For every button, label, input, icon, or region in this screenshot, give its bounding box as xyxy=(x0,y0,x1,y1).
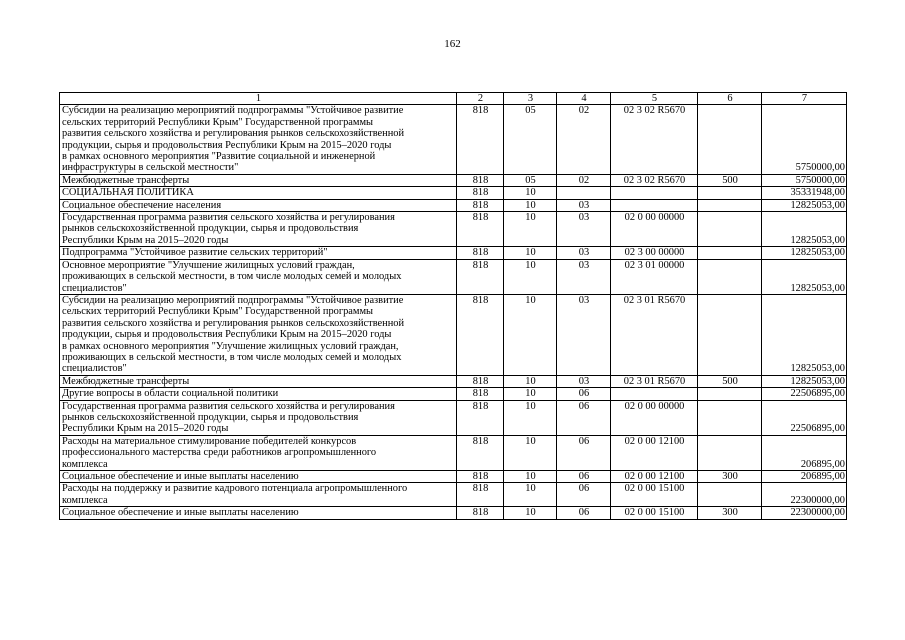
cell-amount: 22300000,00 xyxy=(762,507,847,519)
cell-code-5: 02 0 00 15100 xyxy=(611,483,698,507)
table-row xyxy=(60,400,847,435)
table-row xyxy=(60,507,847,519)
cell-amount: 5750000,00 xyxy=(762,105,847,174)
cell-code-4: 03 xyxy=(557,375,611,387)
cell-code-2: 818 xyxy=(457,187,504,199)
cell-code-3: 05 xyxy=(504,174,557,186)
page-number: 162 xyxy=(444,38,461,50)
cell-amount: 12825053,00 xyxy=(762,375,847,387)
cell-code-6 xyxy=(698,259,762,294)
cell-code-2: 818 xyxy=(457,435,504,470)
table-row xyxy=(60,174,847,186)
cell-code-2: 818 xyxy=(457,375,504,387)
cell-code-3: 10 xyxy=(504,507,557,519)
cell-code-3: 10 xyxy=(504,212,557,247)
cell-code-2: 818 xyxy=(457,388,504,400)
cell-code-5: 02 3 02 R5670 xyxy=(611,174,698,186)
cell-amount: 206895,00 xyxy=(762,471,847,483)
cell-code-4: 03 xyxy=(557,212,611,247)
row-description: Расходы на поддержку и развитие кадрового потенциала агропромышленного комплекса xyxy=(60,483,457,507)
cell-amount: 22506895,00 xyxy=(762,400,847,435)
cell-code-3: 10 xyxy=(504,247,557,259)
row-description: Расходы на материальное стимулирование победителей конкурсов профессионального мастерства среди работников агропромышленного комплекса xyxy=(60,435,457,470)
table-row xyxy=(60,212,847,247)
table-row xyxy=(60,259,847,294)
cell-code-3: 10 xyxy=(504,471,557,483)
cell-code-5: 02 3 01 R5670 xyxy=(611,294,698,375)
cell-code-4: 03 xyxy=(557,294,611,375)
cell-code-5: 02 0 00 12100 xyxy=(611,471,698,483)
cell-code-5: 02 0 00 00000 xyxy=(611,212,698,247)
cell-code-5: 02 3 00 00000 xyxy=(611,247,698,259)
cell-code-5 xyxy=(611,199,698,211)
cell-code-6 xyxy=(698,435,762,470)
table-row xyxy=(60,471,847,483)
row-description: Основное мероприятие "Улучшение жилищных условий граждан, проживающих в сельской местности, в том числе молодых семей и молодых специалистов" xyxy=(60,259,457,294)
cell-code-2: 818 xyxy=(457,212,504,247)
cell-code-6 xyxy=(698,483,762,507)
cell-amount: 22300000,00 xyxy=(762,483,847,507)
row-description: Межбюджетные трансферты xyxy=(60,375,457,387)
cell-code-3: 10 xyxy=(504,199,557,211)
cell-amount: 12825053,00 xyxy=(762,247,847,259)
table-row xyxy=(60,247,847,259)
cell-amount: 12825053,00 xyxy=(762,212,847,247)
cell-code-3: 10 xyxy=(504,187,557,199)
cell-code-3: 10 xyxy=(504,483,557,507)
cell-code-4: 03 xyxy=(557,259,611,294)
row-description: Субсидии на реализацию мероприятий подпрограммы "Устойчивое развитие сельских территорий Республики Крым" Государственной программы развития сельского хозяйства и регулирования рынков сельскохозяйственной продукции, сырья и продовольствия Республики Крым на 2015–2020 годы в рамках основного мероприятия "Улучшение жилищных условий граждан, проживающих в сельской местности, в том числе молодых семей и молодых специалистов" xyxy=(60,294,457,375)
cell-code-3: 10 xyxy=(504,375,557,387)
cell-amount: 12825053,00 xyxy=(762,199,847,211)
row-description: Другие вопросы в области социальной политики xyxy=(60,388,457,400)
column-header: 4 xyxy=(557,93,611,105)
table-row xyxy=(60,294,847,375)
cell-code-5: 02 3 02 R5670 xyxy=(611,105,698,174)
table-row xyxy=(60,105,847,174)
column-header: 3 xyxy=(504,93,557,105)
cell-code-6 xyxy=(698,400,762,435)
row-description: Социальное обеспечение и иные выплаты населению xyxy=(60,507,457,519)
cell-code-3: 10 xyxy=(504,435,557,470)
row-description: Подпрограмма "Устойчивое развитие сельских территорий" xyxy=(60,247,457,259)
cell-code-3: 10 xyxy=(504,400,557,435)
cell-code-2: 818 xyxy=(457,247,504,259)
cell-code-4: 06 xyxy=(557,435,611,470)
table-body xyxy=(60,93,847,520)
column-header: 2 xyxy=(457,93,504,105)
table-row xyxy=(60,435,847,470)
cell-code-3: 10 xyxy=(504,259,557,294)
cell-code-6 xyxy=(698,105,762,174)
cell-code-6 xyxy=(698,187,762,199)
row-description: Государственная программа развития сельского хозяйства и регулирования рынков сельскохозяйственной продукции, сырья и продовольствия Республики Крым на 2015–2020 годы xyxy=(60,212,457,247)
table-row xyxy=(60,199,847,211)
cell-code-4: 06 xyxy=(557,483,611,507)
column-header: 7 xyxy=(762,93,847,105)
cell-code-2: 818 xyxy=(457,400,504,435)
cell-code-6 xyxy=(698,388,762,400)
cell-code-4: 06 xyxy=(557,507,611,519)
cell-code-6 xyxy=(698,212,762,247)
cell-code-4: 06 xyxy=(557,471,611,483)
cell-code-6: 500 xyxy=(698,375,762,387)
column-header: 5 xyxy=(611,93,698,105)
cell-code-3: 10 xyxy=(504,388,557,400)
cell-code-2: 818 xyxy=(457,294,504,375)
cell-code-4: 03 xyxy=(557,199,611,211)
cell-code-6 xyxy=(698,294,762,375)
table-row xyxy=(60,388,847,400)
header-row xyxy=(60,93,847,105)
cell-amount: 5750000,00 xyxy=(762,174,847,186)
cell-code-5 xyxy=(611,388,698,400)
cell-code-6: 300 xyxy=(698,507,762,519)
row-description: Социальное обеспечение и иные выплаты населению xyxy=(60,471,457,483)
cell-code-5: 02 3 01 R5670 xyxy=(611,375,698,387)
cell-code-3: 10 xyxy=(504,294,557,375)
cell-code-5: 02 0 00 15100 xyxy=(611,507,698,519)
row-description: СОЦИАЛЬНАЯ ПОЛИТИКА xyxy=(60,187,457,199)
cell-code-5: 02 0 00 00000 xyxy=(611,400,698,435)
cell-code-4 xyxy=(557,187,611,199)
column-header: 1 xyxy=(60,93,457,105)
cell-code-6 xyxy=(698,247,762,259)
cell-code-5: 02 0 00 12100 xyxy=(611,435,698,470)
cell-code-6 xyxy=(698,199,762,211)
cell-code-4: 06 xyxy=(557,388,611,400)
cell-code-4: 02 xyxy=(557,105,611,174)
cell-code-4: 02 xyxy=(557,174,611,186)
column-header: 6 xyxy=(698,93,762,105)
cell-code-6: 500 xyxy=(698,174,762,186)
cell-code-2: 818 xyxy=(457,199,504,211)
cell-code-2: 818 xyxy=(457,105,504,174)
table-row xyxy=(60,375,847,387)
table-row xyxy=(60,187,847,199)
cell-code-6: 300 xyxy=(698,471,762,483)
row-description: Субсидии на реализацию мероприятий подпрограммы "Устойчивое развитие сельских территорий Республики Крым" Государственной программы развития сельского хозяйства и регулирования рынков сельскохозяйственной продукции, сырья и продовольствия Республики Крым на 2015–2020 годы в рамках основного мероприятия "Развитие социальной и инженерной инфраструктуры в сельской местности" xyxy=(60,105,457,174)
cell-code-2: 818 xyxy=(457,483,504,507)
cell-code-4: 06 xyxy=(557,400,611,435)
cell-code-5 xyxy=(611,187,698,199)
table-row xyxy=(60,483,847,507)
cell-amount: 12825053,00 xyxy=(762,259,847,294)
cell-code-2: 818 xyxy=(457,471,504,483)
cell-amount: 12825053,00 xyxy=(762,294,847,375)
cell-code-2: 818 xyxy=(457,507,504,519)
cell-code-2: 818 xyxy=(457,259,504,294)
row-description: Государственная программа развития сельского хозяйства и регулирования рынков сельскохозяйственной продукции, сырья и продовольствия Республики Крым на 2015–2020 годы xyxy=(60,400,457,435)
row-description: Социальное обеспечение населения xyxy=(60,199,457,211)
cell-amount: 35331948,00 xyxy=(762,187,847,199)
cell-code-4: 03 xyxy=(557,247,611,259)
budget-table xyxy=(59,92,847,520)
row-description: Межбюджетные трансферты xyxy=(60,174,457,186)
cell-amount: 206895,00 xyxy=(762,435,847,470)
cell-code-5: 02 3 01 00000 xyxy=(611,259,698,294)
cell-code-2: 818 xyxy=(457,174,504,186)
cell-code-3: 05 xyxy=(504,105,557,174)
cell-amount: 22506895,00 xyxy=(762,388,847,400)
